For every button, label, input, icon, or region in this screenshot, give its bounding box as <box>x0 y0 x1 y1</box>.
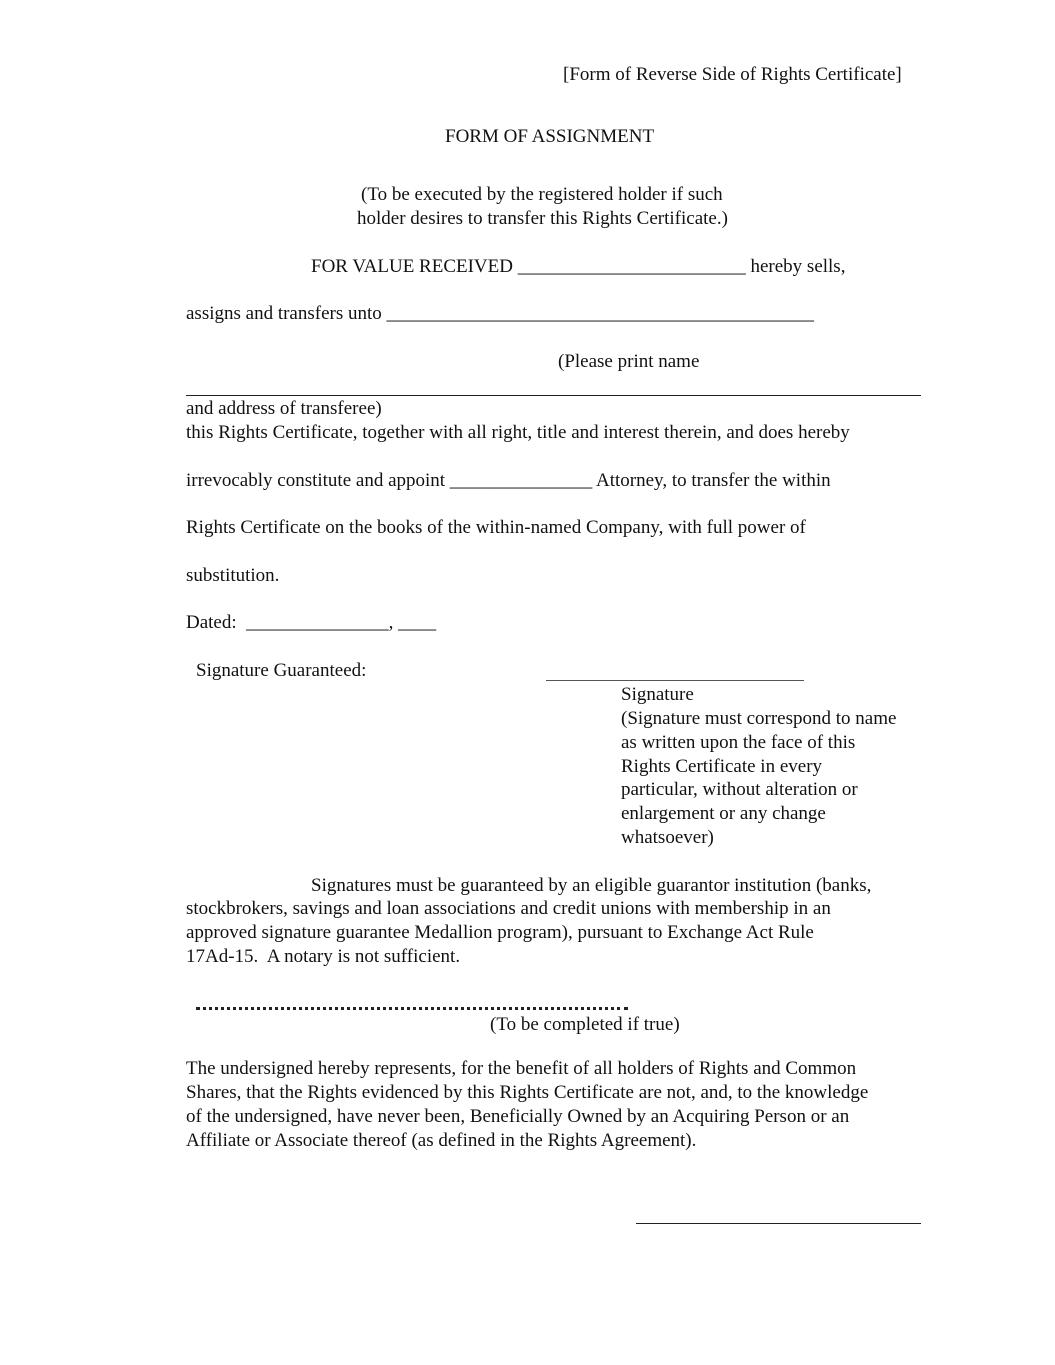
assignment-body-1: this Rights Certificate, together with all right, title and interest therein, and does hereby <box>186 422 850 443</box>
value-received-line: FOR VALUE RECEIVED ________________________ hereby sells, <box>311 256 846 277</box>
dated-line: Dated: _______________, ____ <box>186 612 437 633</box>
signature-note-6: whatsoever) <box>621 827 714 848</box>
signature-note-5: enlargement or any change <box>621 803 826 824</box>
signature-guaranteed-label: Signature Guaranteed: <box>196 660 367 681</box>
signature-line <box>546 680 804 681</box>
guarantee-line-4: 17Ad-15. A notary is not sufficient. <box>186 946 461 967</box>
form-header-note: [Form of Reverse Side of Rights Certificate] <box>563 64 902 85</box>
transferee-address-line <box>186 395 921 396</box>
print-name-label: (Please print name <box>558 351 700 372</box>
completion-note: (To be completed if true) <box>490 1014 680 1035</box>
instruction-line-1: (To be executed by the registered holder if such <box>361 184 723 205</box>
representation-line-4: Affiliate or Associate thereof (as defined in the Rights Agreement). <box>186 1130 697 1151</box>
signature-note-3: Rights Certificate in every <box>621 756 823 777</box>
signature-note-4: particular, without alteration or <box>621 779 858 800</box>
representation-line-3: of the undersigned, have never been, Beneficially Owned by an Acquiring Person or an <box>186 1106 850 1127</box>
instruction-line-2: holder desires to transfer this Rights Certificate.) <box>357 208 728 229</box>
guarantee-line-3: approved signature guarantee Medallion program), pursuant to Exchange Act Rule <box>186 922 814 943</box>
guarantee-line-1: Signatures must be guaranteed by an eligible guarantor institution (banks, <box>311 875 872 896</box>
signature-note-1: (Signature must correspond to name <box>621 708 897 729</box>
representation-line-1: The undersigned hereby represents, for the benefit of all holders of Rights and Common <box>186 1058 857 1079</box>
assignment-body-2: irrevocably constitute and appoint _______________ Attorney, to transfer the within <box>186 470 831 491</box>
signature-note-2: as written upon the face of this <box>621 732 856 753</box>
form-title: FORM OF ASSIGNMENT <box>445 126 655 147</box>
assignment-body-3: Rights Certificate on the books of the within-named Company, with full power of <box>186 517 806 538</box>
representation-line-2: Shares, that the Rights evidenced by this Rights Certificate are not, and, to the knowledge <box>186 1082 869 1103</box>
guarantee-line-2: stockbrokers, savings and loan associations and credit unions with membership in an <box>186 898 831 919</box>
assignment-body-4: substitution. <box>186 565 280 586</box>
signature-label: Signature <box>621 684 694 705</box>
address-note: and address of transferee) <box>186 398 382 419</box>
representation-signature-line <box>636 1223 921 1224</box>
dotted-separator <box>196 1007 628 1010</box>
assigns-unto-line: assigns and transfers unto _____________________________________________ <box>186 303 815 324</box>
